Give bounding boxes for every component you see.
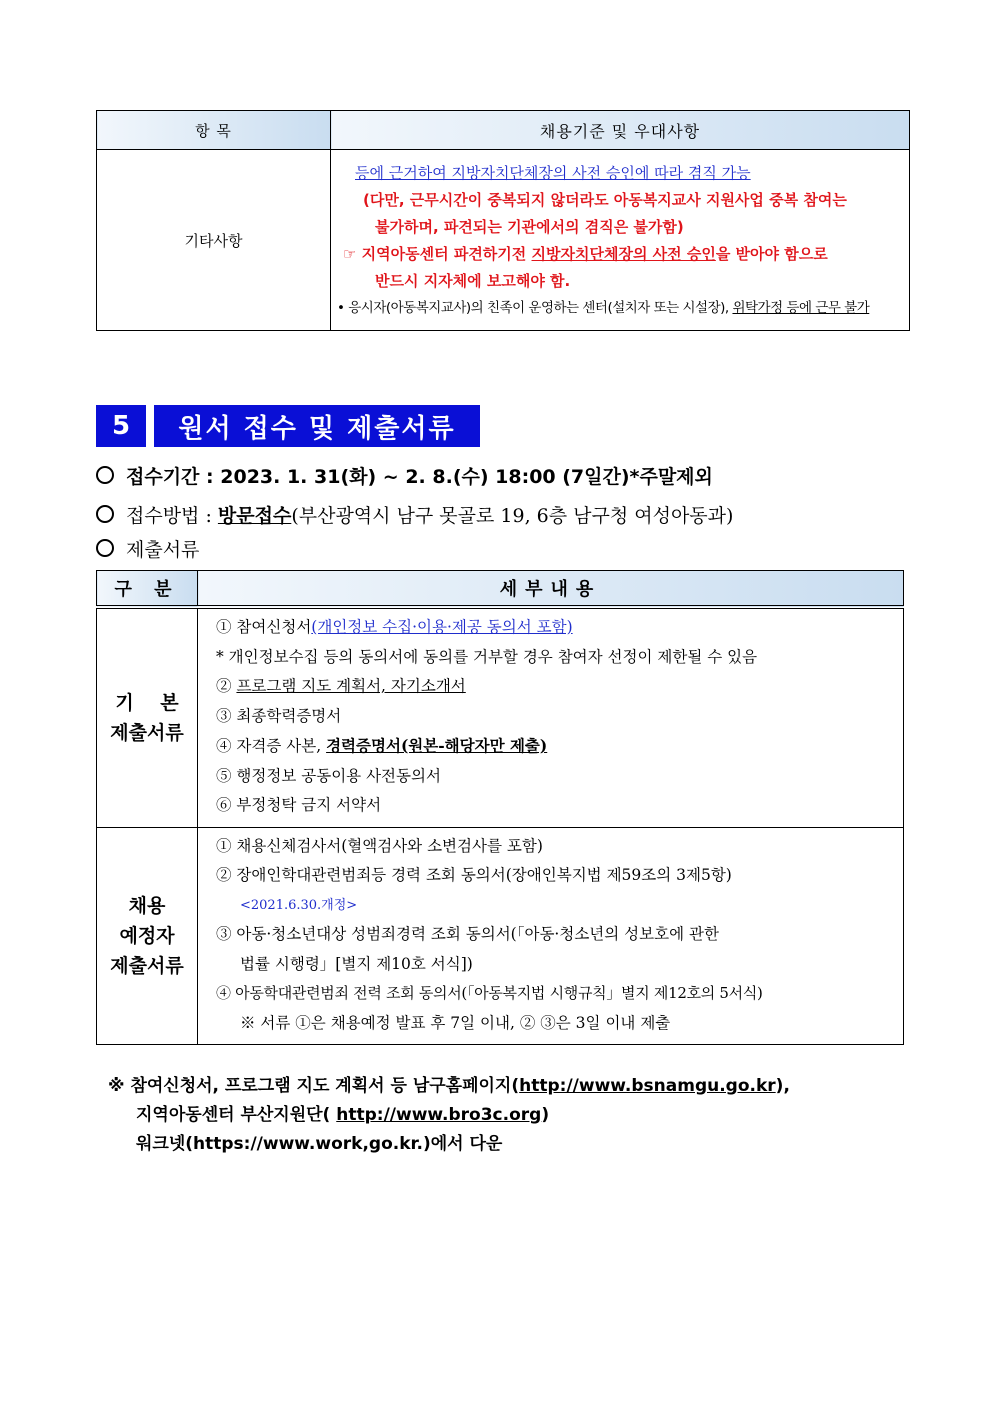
list-item: ③ 아동·청소년대상 성범죄경력 조회 동의서(「아동·청소년의 성보호에 관한 xyxy=(216,925,719,943)
table-header-item: 항 목 xyxy=(97,111,331,150)
download-note: ※ 참여신청서, 프로그램 지도 계획서 등 남구홈페이지(http://www.bsnamgu.go.kr), 지역아동센터 부산지원단( http://www.bro3c.org) 워크넷(https://www.work,go.kr.)에서 다운 xyxy=(108,1076,790,1154)
circle-bullet-icon xyxy=(96,505,114,523)
table-header-category: 구 분 xyxy=(97,571,198,608)
list-item: ⑤ 행정정보 공동이용 사전동의서 xyxy=(216,766,441,785)
criteria-cell xyxy=(331,150,910,331)
criteria-line: 반드시 지자체에 보고해야 함. xyxy=(375,272,571,290)
period-line: 접수기간 : 2023. 1. 31(화) ~ 2. 8.(수) 18:00 (7일간)*주말제외 xyxy=(96,462,713,489)
list-item: 법률 시행령」[별지 제10호 서식]) xyxy=(240,954,473,973)
namgu-homepage-link[interactable]: http://www.bsnamgu.go.kr xyxy=(519,1076,776,1096)
row-label-etc: 기타사항 xyxy=(97,150,331,331)
criteria-line: • 응시자(아동복지교사)의 친족이 운영하는 센터(설치자 또는 시설장), 위탁가정 등에 근무 불가 xyxy=(337,300,870,316)
list-item: ⑥ 부정청탁 금지 서약서 xyxy=(216,796,382,814)
method-line: 접수방법 : 방문접수(부산광역시 남구 못골로 19, 6층 남구청 여성아동과) xyxy=(96,501,733,528)
docs-line: 제출서류 xyxy=(96,535,199,562)
criteria-line: ☞ 지역아동센터 파견하기전 지방자치단체장의 사전 승인을 받아야 함으로 xyxy=(343,245,828,263)
documents-table xyxy=(96,570,904,1045)
section-title: 원서 접수 및 제출서류 xyxy=(154,405,480,447)
criteria-table xyxy=(96,110,910,331)
list-item: ② 프로그램 지도 계획서, 자기소개서 xyxy=(216,677,466,695)
criteria-line: (다만, 근무시간이 중복되지 않더라도 아동복지교사 지원사업 중복 참여는 xyxy=(363,191,847,209)
list-item: ④ 아동학대관련범죄 전력 조회 동의서(「아동복지법 시행규칙」별지 제12호의 5서식) xyxy=(216,984,763,1002)
planned-docs-cell xyxy=(198,827,904,1045)
circle-bullet-icon xyxy=(96,466,114,484)
table-header-details: 세부내용 xyxy=(198,571,904,608)
group-label-planned: 채용 예정자 제출서류 xyxy=(97,827,198,1045)
list-item: ① 채용신체검사서(혈액검사와 소변검사를 포함) xyxy=(216,836,543,855)
circle-bullet-icon xyxy=(96,539,114,557)
list-item: ③ 최종학력증명서 xyxy=(216,706,342,725)
basic-docs-cell xyxy=(198,607,904,827)
list-item: ※ 서류 ①은 채용예정 발표 후 7일 이내, ② ③은 3일 이내 제출 xyxy=(240,1013,671,1032)
bro3c-link[interactable]: http://www.bro3c.org xyxy=(336,1105,542,1125)
criteria-line: 불가하며, 파견되는 기관에서의 겸직은 불가함) xyxy=(375,218,684,236)
group-label-basic: 기 본 제출서류 xyxy=(97,607,198,827)
section-number: 5 xyxy=(96,405,146,447)
list-item: ② 장애인학대관련범죄등 경력 조회 동의서(장애인복지법 제59조의 3제5항) xyxy=(216,866,732,884)
list-item: <2021.6.30.개정> xyxy=(240,897,358,913)
list-item: * 개인정보수집 등의 동의서에 동의를 거부할 경우 참여자 선정이 제한될 수 있음 xyxy=(216,647,758,666)
table-header-criteria: 채용기준 및 우대사항 xyxy=(331,111,910,150)
criteria-line: 등에 근거하여 지방자치단체장의 사전 승인에 따라 겸직 가능 xyxy=(355,164,751,182)
list-item: ① 참여신청서(개인정보 수집·이용·제공 동의서 포함) xyxy=(216,618,573,636)
list-item: ④ 자격증 사본, 경력증명서(원본-해당자만 제출) xyxy=(216,736,548,755)
